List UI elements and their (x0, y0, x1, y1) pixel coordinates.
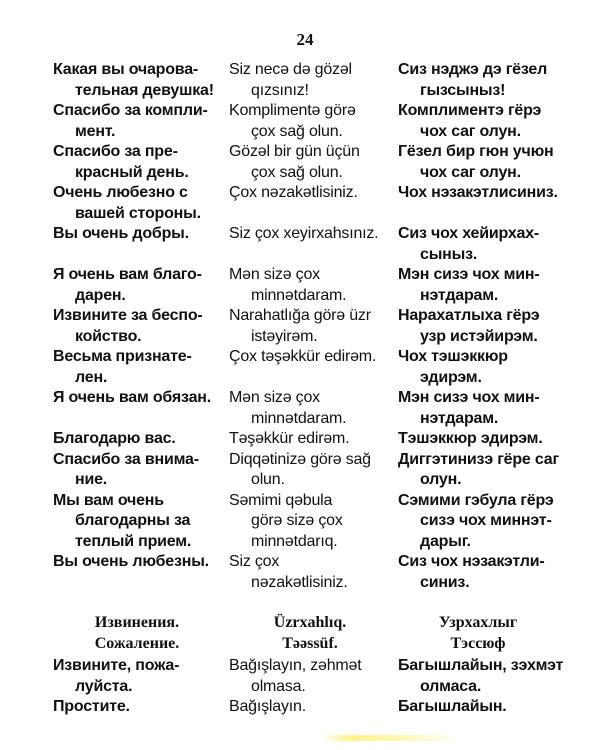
azerbaijani-latin-phrase-line: olmasa. (251, 677, 306, 695)
russian-phrase-line: красный день. (75, 163, 189, 181)
russian-phrase-line: теплый прием. (75, 532, 192, 550)
russian-phrase-line: мент. (75, 122, 116, 140)
azerbaijani-cyrillic-phrase-line: Гёзел бир гюн учюн (398, 143, 554, 160)
russian-section-heading: Извинения. (94, 614, 180, 631)
russian-phrase-line: вашей стороны. (75, 204, 201, 222)
azerbaijani-latin-section-heading: Təəssüf. (282, 635, 338, 652)
azerbaijani-latin-phrase-line: qızsınız! (251, 81, 309, 99)
azerbaijani-cyrillic-phrase-line: нэтдарам. (420, 286, 499, 304)
russian-phrase-line: Мы вам очень (53, 491, 164, 509)
russian-phrase-line: лен. (75, 368, 108, 386)
azerbaijani-cyrillic-phrase-line: Тэшэккюр эдирэм. (398, 430, 543, 447)
azerbaijani-latin-phrase-line: minnətdaram. (251, 409, 347, 427)
azerbaijani-latin-phrase-line: Çox nəzakətlisiniz. (229, 184, 358, 201)
azerbaijani-cyrillic-phrase-line: олун. (420, 471, 462, 488)
russian-phrase-line: Вы очень добры. (53, 225, 189, 242)
russian-phrase-line: Простите. (53, 698, 130, 715)
azerbaijani-latin-phrase-line: Çox təşəkkür edirəm. (229, 348, 377, 365)
russian-phrase-line: луйста. (75, 677, 133, 695)
azerbaijani-latin-phrase-line: Mən sizə çox (229, 389, 320, 406)
azerbaijani-latin-phrase-line: Bağışlayın, zəhmət (229, 657, 362, 674)
russian-phrase-line: Очень любезно с (53, 184, 188, 201)
russian-phrase-line: Извините, пожа- (53, 657, 180, 674)
azerbaijani-cyrillic-phrase-line: Сиз чох хейирхах- (398, 225, 540, 242)
russian-phrase-line: Спасибо за компли- (53, 102, 208, 119)
azerbaijani-latin-phrase-line: Gözəl bir gün üçün (229, 143, 360, 160)
azerbaijani-latin-phrase-line: çox sağ olun. (251, 163, 343, 181)
azerbaijani-cyrillic-phrase-line: Багышлайын, зэхмэт (398, 657, 564, 674)
russian-phrase-line: Я очень вам обязан. (53, 389, 211, 406)
russian-phrase-line: тельная девушка! (75, 81, 214, 99)
azerbaijani-cyrillic-phrase-line: узр истэйирэм. (420, 327, 538, 345)
azerbaijani-latin-phrase-line: Komplimentə görə (229, 102, 356, 119)
azerbaijani-latin-phrase-line: Səmimi qəbula (229, 491, 333, 509)
russian-phrase-line: Вы очень любезны. (53, 553, 209, 570)
russian-phrase-line: Спасибо за пре- (53, 143, 178, 160)
azerbaijani-cyrillic-phrase-line: синиз. (420, 573, 470, 591)
azerbaijani-cyrillic-phrase-line: Сиз нэджэ дэ гёзел (398, 61, 548, 78)
russian-phrase-line: Спасибо за внима- (53, 450, 199, 468)
russian-phrase-line: Благодарю вас. (53, 430, 176, 447)
azerbaijani-cyrillic-phrase-line: Багышлайын. (398, 698, 507, 715)
azerbaijani-latin-phrase-line: çox sağ olun. (251, 122, 343, 140)
russian-phrase-line: благодарны за (75, 512, 191, 529)
russian-phrase-line: Я очень вам благо- (53, 266, 202, 283)
azerbaijani-latin-phrase-line: minnətdarıq. (251, 532, 338, 550)
azerbaijani-latin-phrase-line: olun. (251, 471, 285, 488)
azerbaijani-latin-phrase-line: Siz çox xeyirxahsınız. (229, 225, 379, 242)
azerbaijani-latin-phrase-line: Diqqətinizə görə sağ (229, 450, 371, 468)
azerbaijani-cyrillic-phrase-line: Комплиментэ гёрэ (398, 102, 542, 119)
azerbaijani-cyrillic-phrase-line: Мэн сизэ чох мин- (398, 389, 540, 406)
azerbaijani-cyrillic-phrase-line: нэтдарам. (420, 409, 499, 427)
azerbaijani-cyrillic-phrase-line: сизэ чох миннэт- (420, 512, 552, 529)
russian-phrase-line: Весьма признате- (53, 348, 192, 365)
azerbaijani-latin-phrase-line: Siz çox (229, 553, 280, 570)
azerbaijani-latin-phrase-line: minnətdaram. (251, 286, 347, 304)
russian-phrase-line: Какая вы очарова- (53, 61, 199, 78)
azerbaijani-cyrillic-phrase-line: чох саг олун. (420, 122, 521, 140)
azerbaijani-cyrillic-phrase-line: олмаса. (420, 677, 482, 695)
azerbaijani-latin-phrase-line: Siz necə də gözəl (229, 61, 352, 78)
russian-phrase-line: ние. (75, 471, 108, 488)
azerbaijani-latin-section-heading: Üzrxahlıq. (273, 614, 347, 631)
russian-phrase-line: койство. (75, 327, 142, 345)
azerbaijani-cyrillic-phrase-line: Сэмими гэбула гёрэ (398, 491, 554, 509)
azerbaijani-latin-phrase-line: görə sizə çox (251, 512, 343, 529)
azerbaijani-cyrillic-phrase-line: чох саг олун. (420, 163, 521, 181)
yellow-smudge (322, 735, 462, 741)
russian-phrase-line: дарен. (75, 286, 126, 304)
azerbaijani-latin-phrase-line: nəzakətlisiniz. (251, 573, 348, 591)
azerbaijani-cyrillic-section-heading: Тэссюф (450, 635, 506, 652)
azerbaijani-latin-phrase-line: istəyirəm. (251, 327, 318, 345)
azerbaijani-cyrillic-phrase-line: Чох нэзакэтлисиниз. (398, 184, 558, 201)
azerbaijani-cyrillic-phrase-line: Нарахатлыха гёрэ (398, 307, 540, 324)
azerbaijani-cyrillic-phrase-line: сыныз. (420, 245, 478, 263)
azerbaijani-cyrillic-phrase-line: Сиз чох нэзакэтли- (398, 553, 545, 570)
azerbaijani-latin-phrase-line: Mən sizə çox (229, 266, 320, 283)
azerbaijani-latin-phrase-line: Bağışlayın. (229, 698, 306, 715)
azerbaijani-latin-phrase-line: Narahatlığa görə üzr (229, 307, 371, 324)
russian-phrase-line: Извините за беспо- (53, 307, 203, 324)
azerbaijani-cyrillic-phrase-line: Чох тэшэккюр (398, 348, 508, 365)
azerbaijani-cyrillic-section-heading: Узрхахлыг (438, 614, 518, 631)
azerbaijani-cyrillic-phrase-line: дарыг. (420, 532, 471, 550)
azerbaijani-cyrillic-phrase-line: Диггэтинизэ гёре саг (398, 450, 559, 468)
azerbaijani-cyrillic-phrase-line: эдирэм. (420, 368, 482, 386)
azerbaijani-cyrillic-phrase-line: Мэн сизэ чох мин- (398, 266, 540, 283)
azerbaijani-cyrillic-phrase-line: гызсыныз! (420, 81, 506, 99)
page-number: 24 (296, 30, 314, 49)
azerbaijani-latin-phrase-line: Təşəkkür edirəm. (229, 430, 350, 447)
russian-section-heading: Сожаление. (94, 635, 180, 652)
